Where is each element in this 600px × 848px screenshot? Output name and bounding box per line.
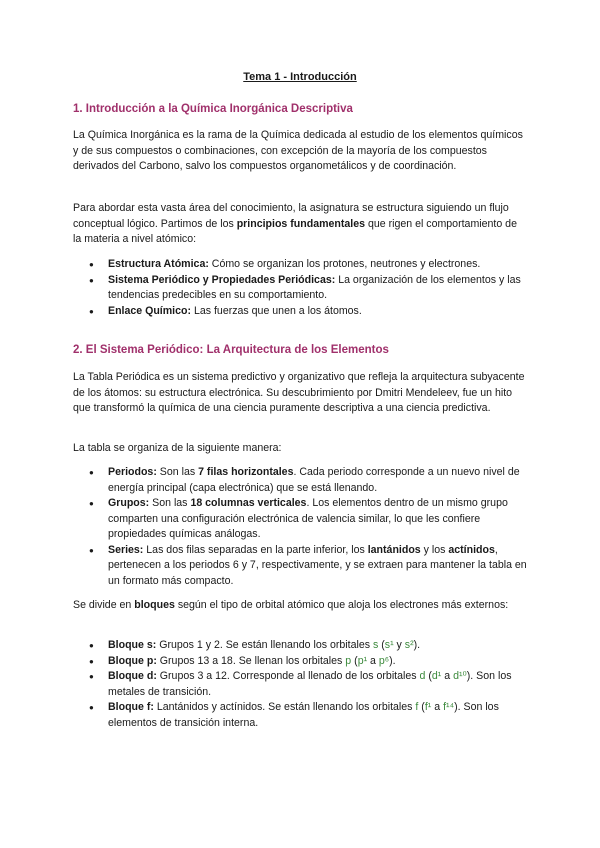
section-2-paragraph-2: La tabla se organiza de la siguiente manera: <box>73 442 282 454</box>
section-2-paragraph-3: Se divide en bloques según el tipo de orbital atómico que aloja los electrones más externos: <box>73 599 509 611</box>
organization-list <box>73 465 528 589</box>
list-item-bloque-s: ● Bloque s: Grupos 1 y 2. Se están llenando los orbitales s (s¹ y s²). <box>73 638 528 654</box>
document-title: Tema 1 - Introducción <box>243 71 357 83</box>
list-item: ● Enlace Químico: Las fuerzas que unen a los átomos. <box>73 304 528 320</box>
list-item-periodos: ● Periodos: Son las 7 filas horizontales. Cada periodo corresponde a un nuevo nivel de energía principal (capa electrónica) que se está llenando. <box>73 465 528 496</box>
list-item-bloque-f: ● Bloque f: Lantánidos y actínidos. Se están llenando los orbitales f (f¹ a f¹⁴). Son los elementos de transición interna. <box>73 700 528 731</box>
principles-list <box>73 257 528 319</box>
section-2-paragraph-1: La Tabla Periódica es un sistema predictivo y organizativo que refleja la arquitectura subyacente de los átomos: su estructura electrónica. Su descubrimiento por Dmitri Mendeleev, fue un hito que transformó la química de una ciencia puramente descriptiva a una ciencia predictiva. <box>73 371 525 414</box>
list-item-series: ● Series: Las dos filas separadas en la parte inferior, los lantánidos y los actínidos, pertenecen a los periodos 6 y 7, respectivamente, y se extraen para mantener la tabla en un formato más compacto. <box>73 543 528 590</box>
section-1-paragraph-2: Para abordar esta vasta área del conocimiento, la asignatura se estructura siguiendo un flujo conceptual lógico. Partimos de los principios fundamentales que rigen el comportamiento de la materia a nivel atómico: <box>73 202 517 245</box>
list-item: ● Sistema Periódico y Propiedades Periódicas: La organización de los elementos y las tendencias predecibles en su comportamiento. <box>73 273 528 304</box>
list-item-bloque-p: ● Bloque p: Grupos 13 a 18. Se llenan los orbitales p (p¹ a p⁶). <box>73 654 528 670</box>
section-2-heading: 2. El Sistema Periódico: La Arquitectura de los Elementos <box>73 344 389 356</box>
section-1-heading: 1. Introducción a la Química Inorgánica Descriptiva <box>73 103 353 115</box>
section-1-paragraph-1: La Química Inorgánica es la rama de la Química dedicada al estudio de los elementos químicos y de sus compuestos o combinaciones, con excepción de la mayoría de los compuestos derivados del Carbono, salvo los compuestos organometálicos y de coordinación. <box>73 129 523 172</box>
blocks-list <box>73 638 528 731</box>
list-item: ● Estructura Atómica: Cómo se organizan los protones, neutrones y electrones. <box>73 257 528 273</box>
list-item-grupos: ● Grupos: Son las 18 columnas verticales. Los elementos dentro de un mismo grupo comparten una configuración electrónica de valencia similar, lo que les confiere propiedades químicas análogas. <box>73 496 528 543</box>
list-item-bloque-d: ● Bloque d: Grupos 3 a 12. Corresponde al llenado de los orbitales d (d¹ a d¹⁰). Son los metales de transición. <box>73 669 528 700</box>
